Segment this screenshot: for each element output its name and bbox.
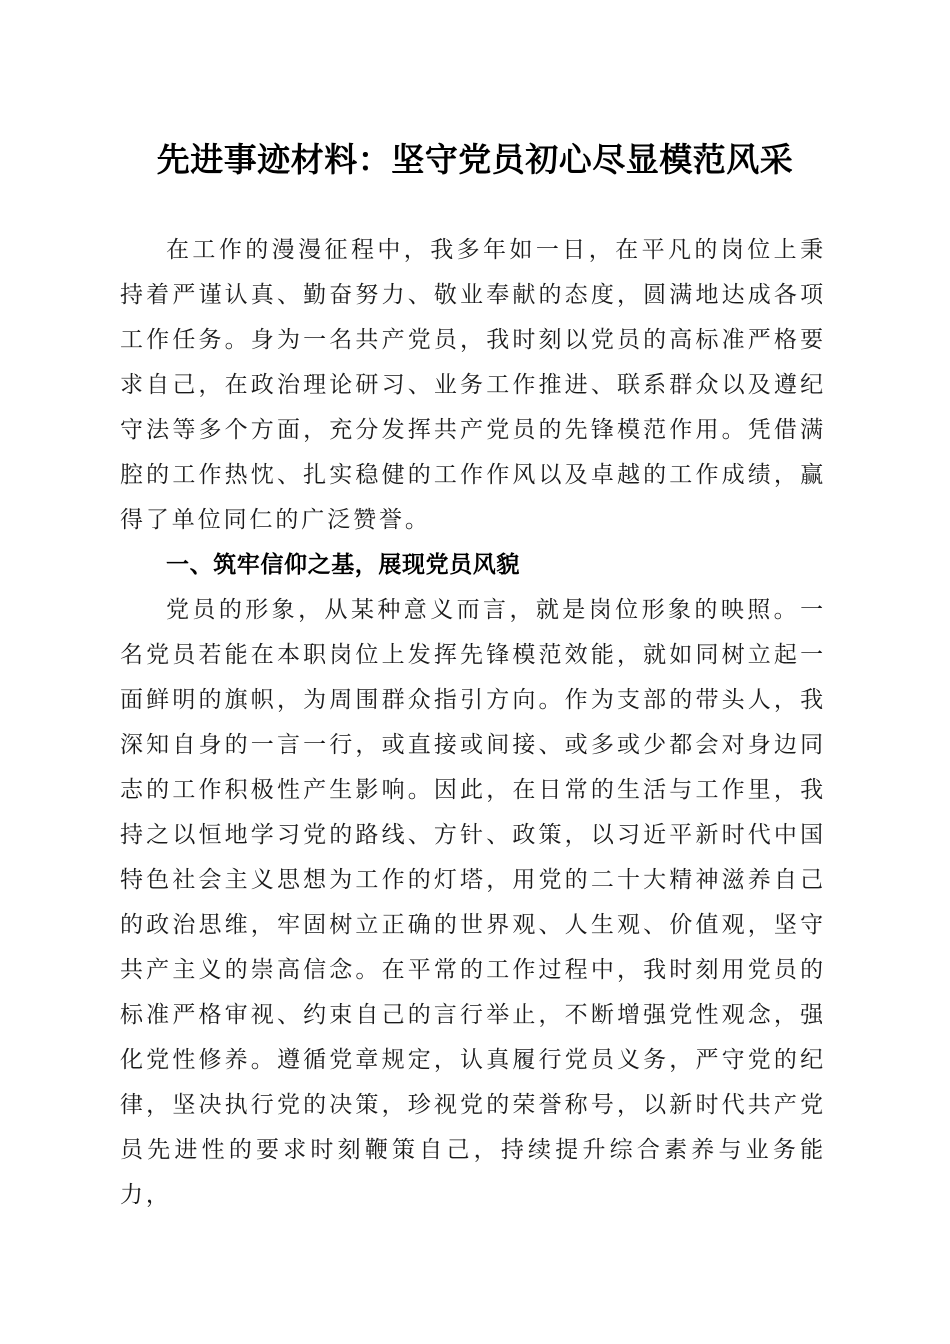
document-title: 先进事迹材料：坚守党员初心尽显模范风采 (156, 140, 794, 179)
document-body (120, 228, 826, 1218)
section-heading: 一、筑牢信仰之基，展现党员风貌 (166, 552, 520, 578)
intro-paragraph: 在工作的漫漫征程中，我多年如一日，在平凡的岗位上秉持着严谨认真、勤奋努力、敬业奉献的态度，圆满地达成各项工作任务。身为一名共产党员，我时刻以党员的高标准严格要求自己，在政治理论研习、业务工作推进、联系群众以及遵纪守法等多个方面，充分发挥共产党员的先锋模范作用。凭借满腔的工作热忱、扎实稳健的工作作风以及卓越的工作成绩，赢得了单位同仁的广泛赞誉。 (120, 237, 826, 533)
section-paragraph: 党员的形象，从某种意义而言，就是岗位形象的映照。一名党员若能在本职岗位上发挥先锋模范效能，就如同树立起一面鲜明的旗帜，为周围群众指引方向。作为支部的带头人，我深知自身的一言一行，或直接或间接、或多或少都会对身边同志的工作积极性产生影响。因此，在日常的生活与工作里，我持之以恒地学习党的路线、方针、政策，以习近平新时代中国特色社会主义思想为工作的灯塔，用党的二十大精神滋养自己的政治思维，牢固树立正确的世界观、人生观、价值观，坚守共产主义的崇高信念。在平常的工作过程中，我时刻用党员的标准严格审视、约束自己的言行举止，不断增强党性观念，强化党性修养。遵循党章规定，认真履行党员义务，严守党的纪律，坚决执行党的决策，珍视党的荣誉称号，以新时代共产党员先进性的要求时刻鞭策自己，持续提升综合素养与业务能力， (120, 597, 826, 1208)
